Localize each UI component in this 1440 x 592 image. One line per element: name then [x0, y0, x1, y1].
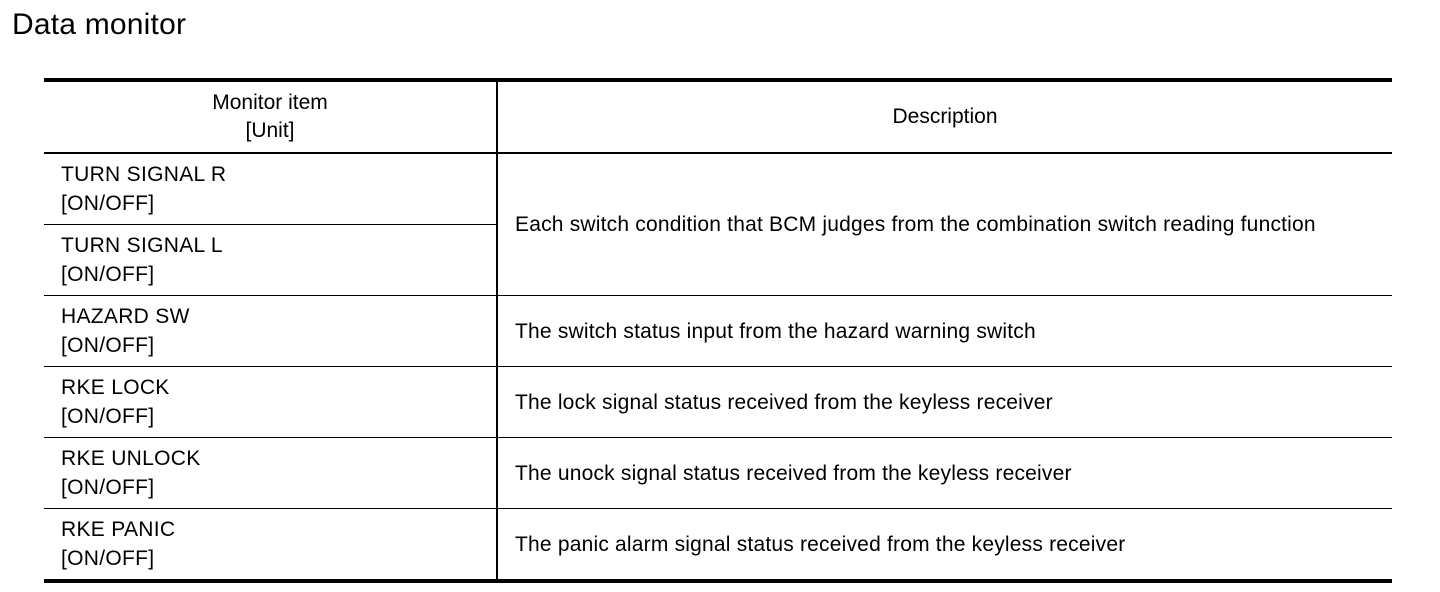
monitor-item-cell: [44, 153, 497, 225]
monitor-item-unit: [ON/OFF]: [61, 192, 155, 215]
table-row: [44, 153, 1392, 225]
monitor-item-name: RKE UNLOCK: [61, 447, 201, 470]
description-cell: The unock signal status received from the keyless receiver: [497, 438, 1392, 509]
header-monitor-item: [44, 80, 497, 153]
table-row: [44, 438, 1392, 509]
data-monitor-table: [44, 78, 1392, 583]
monitor-item-unit: [ON/OFF]: [61, 476, 155, 499]
monitor-item-unit: [ON/OFF]: [61, 405, 155, 428]
description-cell: Each switch condition that BCM judges from the combination switch reading function: [497, 153, 1392, 296]
table-row: [44, 367, 1392, 438]
header-monitor-item-label: Monitor item: [212, 91, 328, 114]
description-cell: The panic alarm signal status received from the keyless receiver: [515, 532, 1126, 556]
monitor-item-cell: [44, 438, 497, 509]
monitor-item-cell: [44, 225, 497, 296]
table-row: [44, 296, 1392, 367]
monitor-item-name: HAZARD SW: [61, 305, 190, 328]
table-row: [44, 509, 1392, 582]
monitor-item-name: TURN SIGNAL R: [61, 163, 227, 186]
monitor-item-name: RKE PANIC: [61, 518, 176, 541]
page-title: Data monitor: [12, 8, 187, 41]
monitor-item-name: TURN SIGNAL L: [61, 234, 223, 257]
monitor-item-cell: [44, 509, 497, 582]
table-header-row: [44, 80, 1392, 153]
monitor-item-cell: [44, 367, 497, 438]
monitor-item-cell: [44, 296, 497, 367]
header-unit-label: [Unit]: [245, 119, 295, 142]
header-description: Description: [497, 80, 1392, 153]
monitor-item-name: RKE LOCK: [61, 376, 170, 399]
monitor-item-unit: [ON/OFF]: [61, 547, 155, 570]
description-cell: The lock signal status received from the keyless receiver: [497, 367, 1392, 438]
monitor-item-unit: [ON/OFF]: [61, 334, 155, 357]
monitor-item-unit: [ON/OFF]: [61, 263, 155, 286]
description-cell: The switch status input from the hazard warning switch: [497, 296, 1392, 367]
